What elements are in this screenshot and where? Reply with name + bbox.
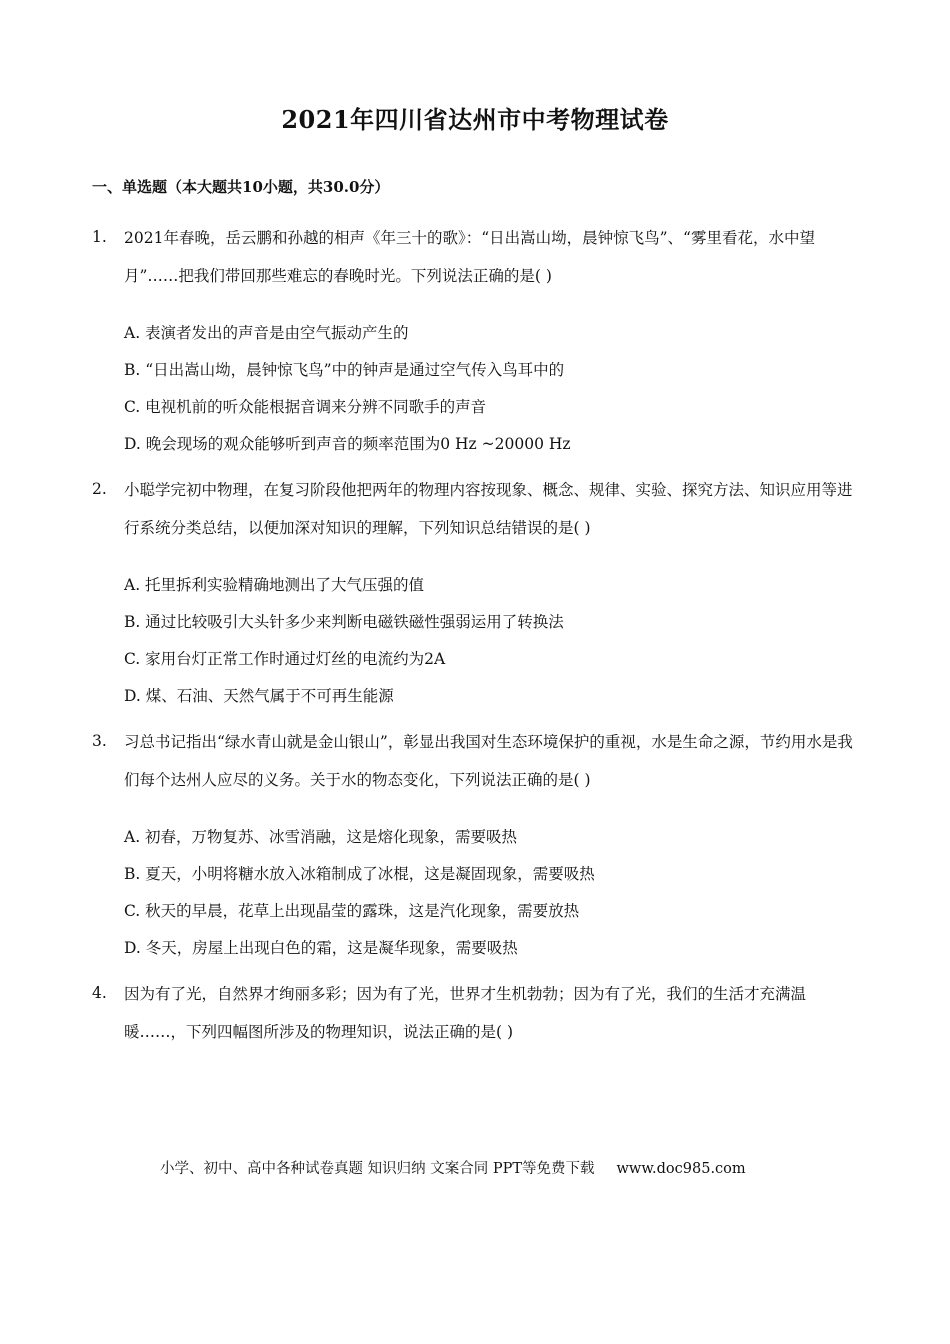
option-a: A. 托里拆利实验精确地测出了大气压强的值 xyxy=(124,576,425,594)
question-text: 小聪学完初中物理，在复习阶段他把两年的物理内容按现象、概念、规律、实验、探究方法、知识应用等进行系统分类总结，以便加深对知识的理解，下列知识总结错误的是( ) xyxy=(124,481,853,537)
option-a: A. 表演者发出的声音是由空气振动产生的 xyxy=(124,324,409,342)
footer-text: 小学、初中、高中各种试卷真题 知识归纳 文案合同 PPT等免费下载 xyxy=(160,1161,595,1177)
page-footer xyxy=(160,1157,746,1178)
option-list xyxy=(124,567,862,715)
option-list xyxy=(124,315,862,463)
question-4 xyxy=(92,984,862,1051)
option-b: B. 夏天，小明将糖水放入冰箱制成了冰棍，这是凝固现象，需要吸热 xyxy=(124,865,595,883)
footer-site-link[interactable]: www.doc985.com xyxy=(616,1161,746,1177)
question-1 xyxy=(92,228,862,463)
option-c: C. 家用台灯正常工作时通过灯丝的电流约为2A xyxy=(124,650,446,668)
question-text: 习总书记指出“绿水青山就是金山银山”，彰显出我国对生态环境保护的重视，水是生命之源，节约用水是我们每个达州人应尽的义务。关于水的物态变化，下列说法正确的是( ) xyxy=(124,733,853,789)
question-number: 3. xyxy=(92,732,107,750)
question-text: 因为有了光，自然界才绚丽多彩；因为有了光，世界才生机勃勃；因为有了光，我们的生活才充满温暖……，下列四幅图所涉及的物理知识，说法正确的是( ) xyxy=(124,985,807,1041)
option-d: D. 煤、石油、天然气属于不可再生能源 xyxy=(124,687,394,705)
question-text: 2021年春晚，岳云鹏和孙越的相声《年三十的歌》：“日出嵩山坳，晨钟惊飞鸟”、“雾里看花，水中望月”……把我们带回那些难忘的春晚时光。下列说法正确的是( ) xyxy=(124,229,815,285)
question-2 xyxy=(92,480,862,715)
option-list xyxy=(124,819,862,967)
option-d: D. 晚会现场的观众能够听到声音的频率范围为0 Hz ~20000 Hz xyxy=(124,435,571,453)
question-number: 2. xyxy=(92,480,107,498)
section-heading: 一、单选题（本大题共10小题，共30.0分） xyxy=(92,178,390,196)
option-b: B. 通过比较吸引大头针多少来判断电磁铁磁性强弱运用了转换法 xyxy=(124,613,564,631)
option-d: D. 冬天，房屋上出现白色的霜，这是凝华现象，需要吸热 xyxy=(124,939,518,957)
page-title: 2021年四川省达州市中考物理试卷 xyxy=(281,105,669,134)
option-a: A. 初春，万物复苏、冰雪消融，这是熔化现象，需要吸热 xyxy=(124,828,518,846)
question-number: 1. xyxy=(92,228,107,246)
option-b: B. “日出嵩山坳，晨钟惊飞鸟”中的钟声是通过空气传入鸟耳中的 xyxy=(124,361,565,379)
option-c: C. 电视机前的听众能根据音调来分辨不同歌手的声音 xyxy=(124,398,487,416)
question-number: 4. xyxy=(92,984,107,1002)
question-3 xyxy=(92,732,862,967)
option-c: C. 秋天的早晨，花草上出现晶莹的露珠，这是汽化现象，需要放热 xyxy=(124,902,580,920)
